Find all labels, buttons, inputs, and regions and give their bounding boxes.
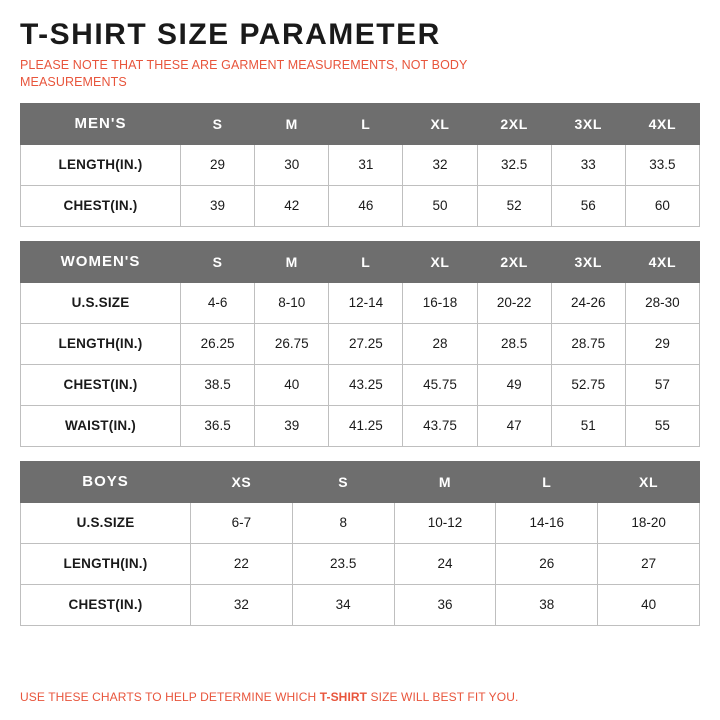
cell-value: 26.25: [181, 323, 255, 364]
cell-value: 45.75: [403, 364, 477, 405]
cell-value: 52: [477, 185, 551, 226]
cell-value: 28-30: [625, 282, 699, 323]
cell-value: 32.5: [477, 144, 551, 185]
cell-value: 23.5: [292, 543, 394, 584]
cell-value: 57: [625, 364, 699, 405]
cell-value: 55: [625, 405, 699, 446]
cell-value: 38.5: [181, 364, 255, 405]
table-row: [21, 405, 700, 446]
cell-value: 27: [598, 543, 700, 584]
table-row: [21, 282, 700, 323]
cell-value: 40: [255, 364, 329, 405]
cell-value: 6-7: [191, 502, 293, 543]
mens-size-table: [20, 103, 700, 227]
size-header-3xl: 3XL: [551, 241, 625, 282]
cell-value: 39: [181, 185, 255, 226]
cell-value: 33: [551, 144, 625, 185]
table-row: [21, 502, 700, 543]
cell-value: 28.75: [551, 323, 625, 364]
cell-value: 32: [191, 584, 293, 625]
size-header-l: L: [329, 103, 403, 144]
footer-note: [20, 690, 518, 704]
cell-value: 51: [551, 405, 625, 446]
cell-value: 60: [625, 185, 699, 226]
cell-value: 50: [403, 185, 477, 226]
cell-value: 28.5: [477, 323, 551, 364]
cell-value: 26.75: [255, 323, 329, 364]
footer-text-bold: T-SHIRT: [319, 690, 368, 704]
cell-value: 32: [403, 144, 477, 185]
cell-value: 4-6: [181, 282, 255, 323]
cell-value: 34: [292, 584, 394, 625]
size-header-3xl: 3XL: [551, 103, 625, 144]
cell-value: 49: [477, 364, 551, 405]
cell-value: 56: [551, 185, 625, 226]
size-header-m: M: [255, 241, 329, 282]
cell-value: 46: [329, 185, 403, 226]
size-header-l: L: [496, 461, 598, 502]
footer-text-after: SIZE WILL BEST FIT YOU.: [367, 690, 519, 704]
category-label-mens: MEN'S: [21, 103, 181, 144]
cell-value: 8: [292, 502, 394, 543]
cell-value: 16-18: [403, 282, 477, 323]
footer-text-before: USE THESE CHARTS TO HELP DETERMINE WHICH: [20, 690, 320, 704]
size-header-xl: XL: [403, 241, 477, 282]
size-header-m: M: [255, 103, 329, 144]
row-label-length: LENGTH(IN.): [21, 144, 181, 185]
measurement-note: PLEASE NOTE THAT THESE ARE GARMENT MEASUREMENTS, NOT BODY MEASUREMENTS: [20, 58, 468, 89]
cell-value: 36.5: [181, 405, 255, 446]
cell-value: 10-12: [394, 502, 496, 543]
size-header-s: S: [181, 241, 255, 282]
row-label-waist: WAIST(IN.): [21, 405, 181, 446]
category-label-womens: WOMEN'S: [21, 241, 181, 282]
row-label-us-size: U.S.SIZE: [21, 282, 181, 323]
page-title: T-SHIRT SIZE PARAMETER: [20, 18, 441, 51]
cell-value: 18-20: [598, 502, 700, 543]
cell-value: 22: [191, 543, 293, 584]
table-row: [21, 584, 700, 625]
cell-value: 43.75: [403, 405, 477, 446]
row-label-length: LENGTH(IN.): [21, 323, 181, 364]
size-header-s: S: [181, 103, 255, 144]
row-label-chest: CHEST(IN.): [21, 364, 181, 405]
row-label-us-size: U.S.SIZE: [21, 502, 191, 543]
cell-value: 28: [403, 323, 477, 364]
size-header-4xl: 4XL: [625, 241, 699, 282]
cell-value: 33.5: [625, 144, 699, 185]
row-label-chest: CHEST(IN.): [21, 584, 191, 625]
cell-value: 14-16: [496, 502, 598, 543]
table-row: [21, 185, 700, 226]
cell-value: 24-26: [551, 282, 625, 323]
table-header-row: [21, 461, 700, 502]
table-row: [21, 364, 700, 405]
row-label-chest: CHEST(IN.): [21, 185, 181, 226]
table-row: [21, 543, 700, 584]
cell-value: 12-14: [329, 282, 403, 323]
cell-value: 43.25: [329, 364, 403, 405]
cell-value: 30: [255, 144, 329, 185]
cell-value: 31: [329, 144, 403, 185]
cell-value: 24: [394, 543, 496, 584]
cell-value: 42: [255, 185, 329, 226]
category-label-boys: BOYS: [21, 461, 191, 502]
cell-value: 27.25: [329, 323, 403, 364]
tables-container: [20, 103, 700, 626]
size-header-xl: XL: [598, 461, 700, 502]
table-header-row: [21, 103, 700, 144]
cell-value: 36: [394, 584, 496, 625]
row-label-length: LENGTH(IN.): [21, 543, 191, 584]
cell-value: 29: [625, 323, 699, 364]
boys-size-table: [20, 461, 700, 626]
size-header-s: S: [292, 461, 394, 502]
cell-value: 8-10: [255, 282, 329, 323]
size-header-xl: XL: [403, 103, 477, 144]
cell-value: 20-22: [477, 282, 551, 323]
womens-size-table: [20, 241, 700, 447]
size-header-2xl: 2XL: [477, 103, 551, 144]
size-header-l: L: [329, 241, 403, 282]
size-header-m: M: [394, 461, 496, 502]
size-header-2xl: 2XL: [477, 241, 551, 282]
size-header-4xl: 4XL: [625, 103, 699, 144]
table-row: [21, 323, 700, 364]
table-header-row: [21, 241, 700, 282]
cell-value: 26: [496, 543, 598, 584]
table-row: [21, 144, 700, 185]
size-header-xs: XS: [191, 461, 293, 502]
cell-value: 41.25: [329, 405, 403, 446]
cell-value: 47: [477, 405, 551, 446]
cell-value: 52.75: [551, 364, 625, 405]
cell-value: 38: [496, 584, 598, 625]
cell-value: 40: [598, 584, 700, 625]
cell-value: 29: [181, 144, 255, 185]
cell-value: 39: [255, 405, 329, 446]
